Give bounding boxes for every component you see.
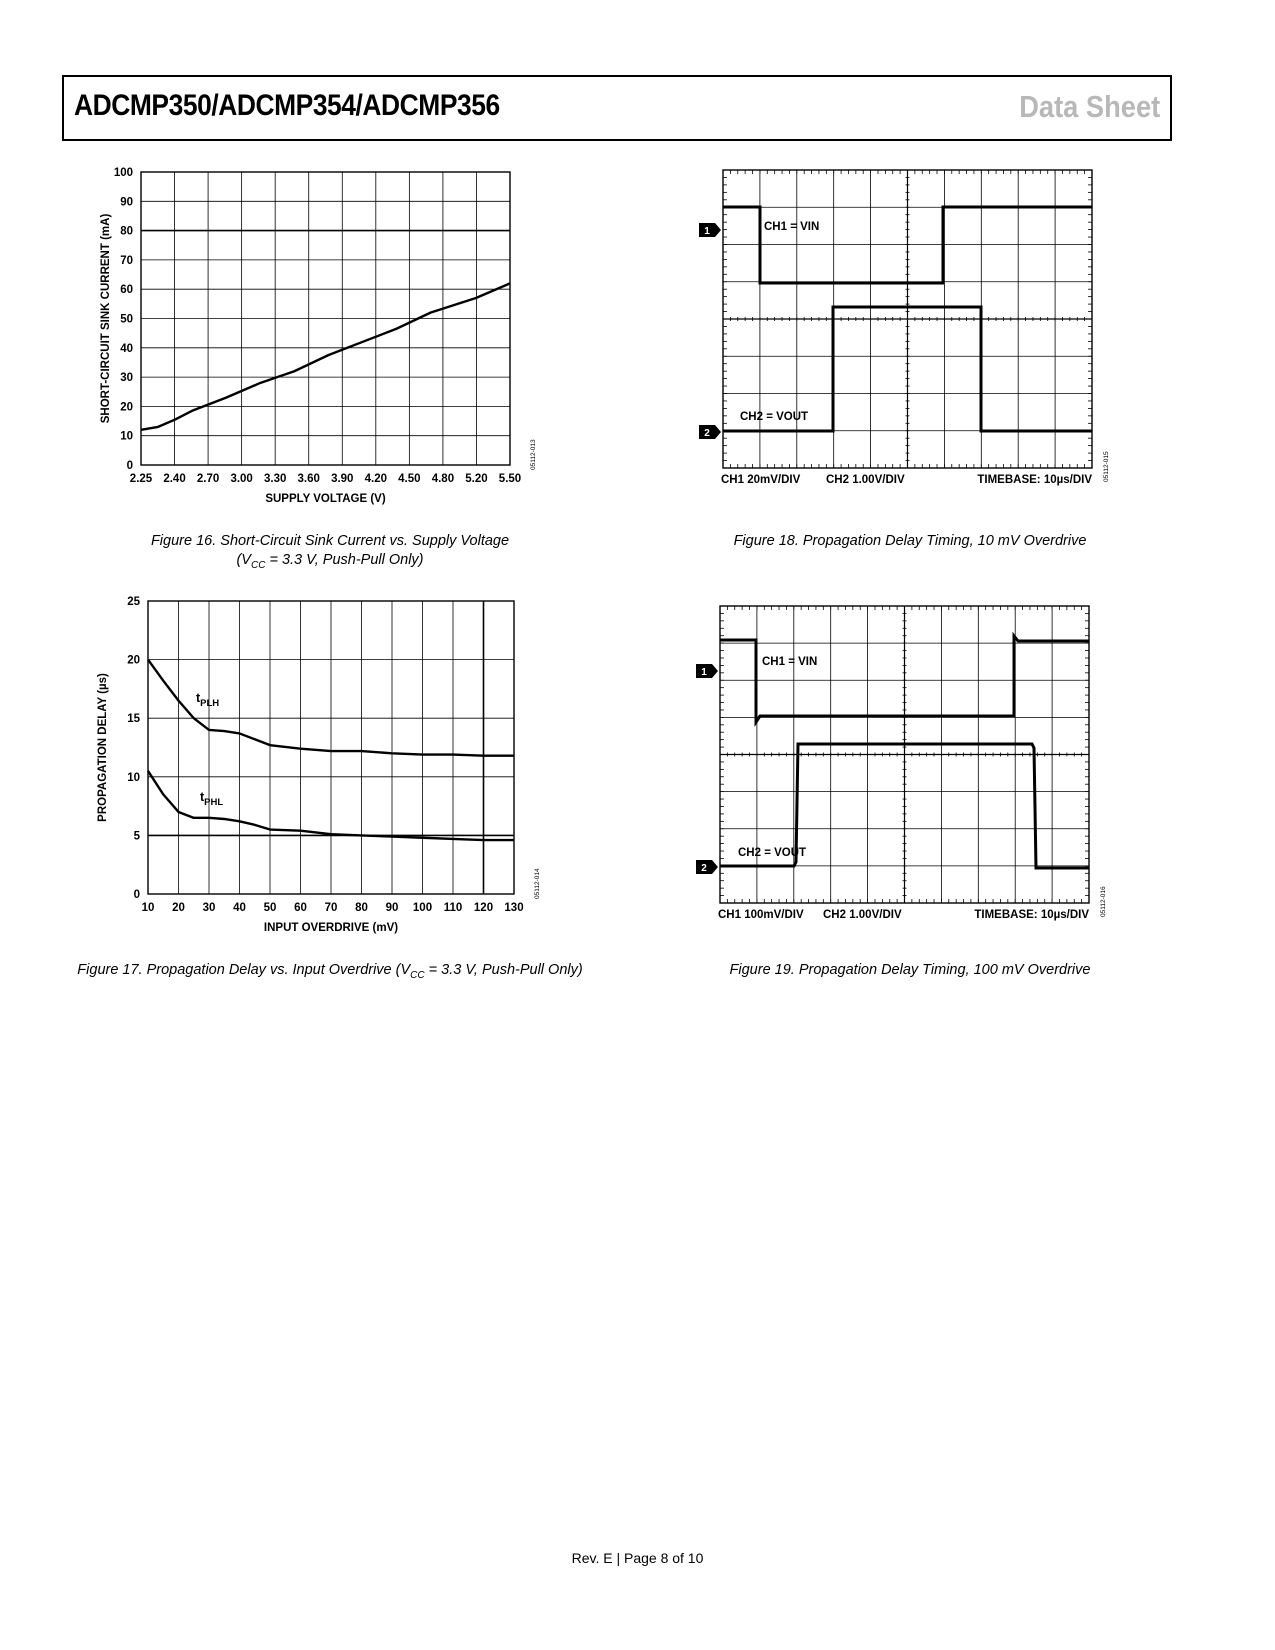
- y-tick-label: 20: [127, 654, 140, 667]
- marker-number: 2: [704, 428, 710, 439]
- figure-16-caption-line2: ($V_{CC} = 3.3$ V, Push-Pull Only): [236, 552, 424, 571]
- x-tick-label: 50: [263, 902, 277, 914]
- figure-18-caption: Figure 18. Propagation Delay Timing, 10 mV Overdrive: [733, 533, 1087, 549]
- x-tick-label: 4.20: [364, 473, 388, 485]
- x-tick-label: 30: [202, 902, 216, 914]
- x-tick-label: 10: [141, 902, 155, 914]
- x-tick-label: 130: [504, 902, 524, 914]
- x-tick-label: 5.20: [465, 473, 488, 485]
- timebase-readout: TIMEBASE: 10µs/DIV: [974, 909, 1089, 921]
- y-tick-label: 50: [120, 313, 133, 326]
- x-tick-label: 60: [294, 902, 307, 914]
- figure-16-caption-line1: Figure 16. Short-Circuit Sink Current vs. Supply Voltage: [150, 533, 510, 549]
- x-tick-label: 80: [355, 902, 368, 914]
- x-tick-label: 3.90: [331, 473, 354, 485]
- ch1-scale-readout: CH1 20mV/DIV: [721, 474, 801, 486]
- y-axis-label: PROPAGATION DELAY (µs): [97, 673, 109, 822]
- figure-code: 05112-015: [1103, 451, 1110, 482]
- x-tick-label: 3.60: [297, 473, 320, 485]
- y-tick-label: 0: [133, 889, 140, 901]
- x-tick-label: 120: [473, 902, 494, 914]
- figure-19-caption: Figure 19. Propagation Delay Timing, 100 mV Overdrive: [729, 962, 1091, 978]
- x-tick-label: 4.50: [398, 473, 421, 485]
- x-tick-label: 2.70: [196, 473, 220, 485]
- figure-code: 05112-016: [1100, 886, 1107, 917]
- y-tick-label: 30: [120, 372, 133, 385]
- y-tick-label: 10: [120, 430, 133, 443]
- y-tick-label: 5: [133, 830, 140, 843]
- x-tick-label: 3.30: [263, 473, 287, 485]
- x-axis-label: SUPPLY VOLTAGE (V): [265, 493, 386, 505]
- marker-number: 1: [704, 226, 710, 237]
- x-tick-label: 5.50: [498, 473, 522, 485]
- y-tick-label: 90: [120, 196, 133, 209]
- channel-2-marker: [696, 860, 718, 874]
- x-tick-label: 40: [233, 902, 246, 914]
- x-tick-label: 4.80: [431, 473, 455, 485]
- y-tick-label: 0: [126, 460, 133, 472]
- series-label-phl: $t_{PHL}$: [200, 790, 224, 808]
- y-tick-label: 70: [120, 254, 133, 267]
- x-tick-label: 3.00: [230, 473, 253, 485]
- x-axis-label: INPUT OVERDRIVE (mV): [263, 922, 399, 934]
- y-tick-label: 20: [120, 401, 133, 414]
- y-tick-label: 80: [120, 225, 133, 238]
- y-tick-label: 10: [127, 771, 140, 784]
- x-tick-label: 20: [172, 902, 185, 914]
- ch2-label: CH2 = VOUT: [738, 847, 807, 859]
- channel-1-marker: [696, 664, 718, 678]
- ch2-label: CH2 = VOUT: [740, 411, 809, 423]
- page-footer: Rev. E | Page 8 of 10: [571, 1550, 704, 1566]
- x-tick-label: 70: [324, 902, 338, 914]
- figure-17-caption: Figure 17. Propagation Delay vs. Input Overdrive ($V_{CC} = 3.3$ V, Push-Pull Only): [77, 962, 583, 981]
- x-tick-label: 2.40: [163, 473, 186, 485]
- ch2-scale-readout: CH2 1.00V/DIV: [826, 474, 905, 486]
- y-tick-label: 25: [127, 596, 140, 608]
- data-sheet-label: Data Sheet: [1018, 89, 1160, 124]
- x-tick-label: 2.25: [129, 473, 153, 485]
- x-tick-label: 90: [385, 902, 399, 914]
- y-tick-label: 100: [113, 167, 133, 179]
- y-tick-label: 15: [127, 713, 140, 726]
- figure-code: 05112-013: [530, 439, 537, 470]
- series-label-plh: $t_{PLH}$: [196, 691, 220, 709]
- marker-number: 1: [701, 667, 707, 678]
- y-tick-label: 40: [120, 342, 133, 355]
- ch1-label: CH1 = VIN: [762, 656, 818, 668]
- ch1-scale-readout: CH1 100mV/DIV: [718, 909, 804, 921]
- x-tick-label: 100: [412, 902, 433, 914]
- document-title: ADCMP350/ADCMP354/ADCMP356: [74, 89, 500, 122]
- figure-code: 05112-014: [534, 868, 541, 899]
- y-tick-label: 60: [120, 284, 133, 297]
- ch2-scale-readout: CH2 1.00V/DIV: [823, 909, 902, 921]
- ch1-label: CH1 = VIN: [764, 221, 820, 233]
- y-axis-label: SHORT-CIRCUIT SINK CURRENT (mA): [100, 213, 112, 424]
- x-tick-label: 110: [443, 902, 463, 914]
- marker-number: 2: [701, 863, 707, 874]
- marker-shape: [696, 860, 718, 874]
- marker-shape: [696, 664, 718, 678]
- timebase-readout: TIMEBASE: 10µs/DIV: [977, 474, 1092, 486]
